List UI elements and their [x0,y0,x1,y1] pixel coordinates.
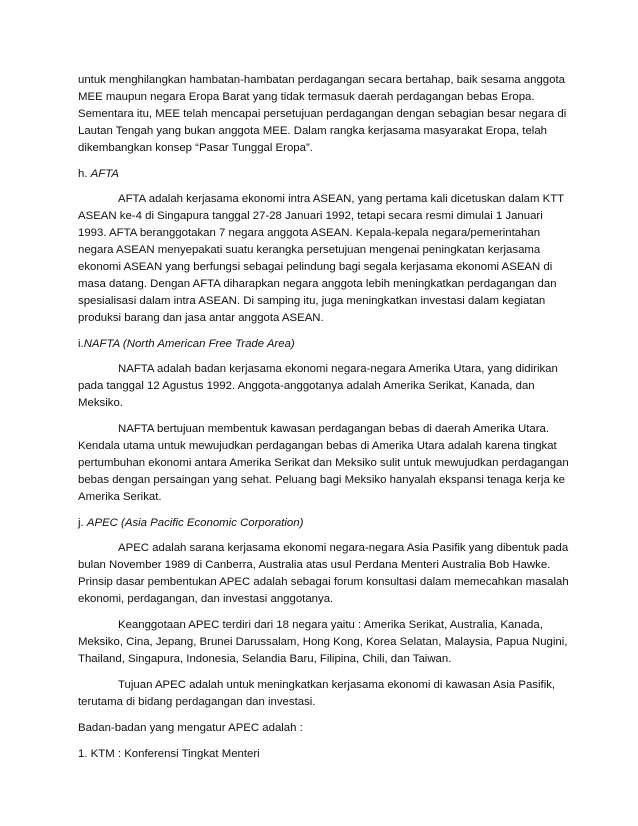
heading-afta-title: AFTA [90,168,119,180]
paragraph-apec-2: Keanggotaan APEC terdiri dari 18 negara yaitu : Amerika Serikat, Australia, Kanada, Meksiko, Cina, Jepang, Brunei Darussalam, Hong Kong, Korea Selatan, Malaysia, Papua Nugini, Thailand, Singapura, Indonesia, Selandia Baru, Filipina, Chili, dan Taiwan. [78,619,568,665]
heading-apec [78,515,570,532]
paragraph-apec-5: 1. KTM : Konferensi Tingkat Menteri [78,748,260,760]
paragraph-apec-4: Badan-badan yang mengatur APEC adalah : [78,722,303,734]
heading-nafta-title: NAFTA (North American Free Trade Area) [83,338,295,350]
paragraph-afta: AFTA adalah kerjasama ekonomi intra ASEAN, yang pertama kali dicetuskan dalam KTT ASEAN ke-4 di Singapura tanggal 27-28 Januari 1992, tetapi secara resmi dimulai 1 Januari 1993. AFTA beranggotakan 7 negara anggota ASEAN. Kepala-kepala negara/pemerintahan negara ASEAN menyepakati suatu kerangka persetujuan mengenai peningkatan kerjasama ekonomi ASEAN yang berfungsi sebagai pelindung bagi segala kerjasama ekonomi ASEAN di masa datang. Dengan AFTA diharapkan negara anggota lebih meningkatkan perdagangan dan spesialisasi dalam intra ASEAN. Di samping itu, juga meningkatkan investasi dalam kegiatan produksi barang dan jasa antar anggota ASEAN. [78,193,564,324]
paragraph-apec-3: Tujuan APEC adalah untuk meningkatkan kerjasama ekonomi di kawasan Asia Pasifik, terutama di bidang perdagangan dan investasi. [78,679,556,708]
paragraph-nafta-1: NAFTA adalah badan kerjasama ekonomi negara-negara Amerika Utara, yang didirikan pada tanggal 12 Agustus 1992. Anggota-anggotanya adalah Amerika Serikat, Kanada, dan Meksiko. [78,363,558,409]
paragraph-mee: untuk menghilangkan hambatan-hambatan perdagangan secara bertahap, baik sesama anggota MEE maupun negara Eropa Barat yang tidak termasuk daerah perdagangan bebas Eropa. Sementara itu, MEE telah mencapai persetujuan perdagangan dengan sebagian besar negara di Lautan Tengah yang bukan anggota MEE. Dalam rangka kerjasama masyarakat Eropa, telah dikembangkan konsep “Pasar Tunggal Eropa”. [78,74,567,154]
paragraph-nafta-2: NAFTA bertujuan membentuk kawasan perdagangan bebas di daerah Amerika Utara. Kendala utama untuk mewujudkan perdagangan bebas di Amerika Utara adalah karena tingkat pertumbuhan ekonomi antara Amerika Serikat dan Meksiko sulit untuk mewujudkan perdagangan bebas dengan persaingan yang sehat. Peluang bagi Meksiko hanyalah ekspansi tenaga kerja ke Amerika Serikat. [78,423,569,503]
heading-afta-prefix: h. [78,168,91,180]
paragraph-apec-1: APEC adalah sarana kerjasama ekonomi negara-negara Asia Pasifik yang dibentuk pada bulan November 1989 di Canberra, Australia atas usul Perdana Menteri Australia Bob Hawke. Prinsip dasar pembentukan APEC adalah sebagai forum konsultasi dalam memecahkan masalah ekonomi, perdagangan, dan investasi anggotanya. [78,542,569,605]
heading-nafta [78,336,570,353]
heading-afta [78,166,570,183]
heading-apec-prefix: j. [78,517,87,529]
heading-nafta-prefix: i. [78,338,84,350]
heading-apec-title: APEC (Asia Pacific Economic Corporation) [86,517,304,529]
document-page [78,72,570,772]
